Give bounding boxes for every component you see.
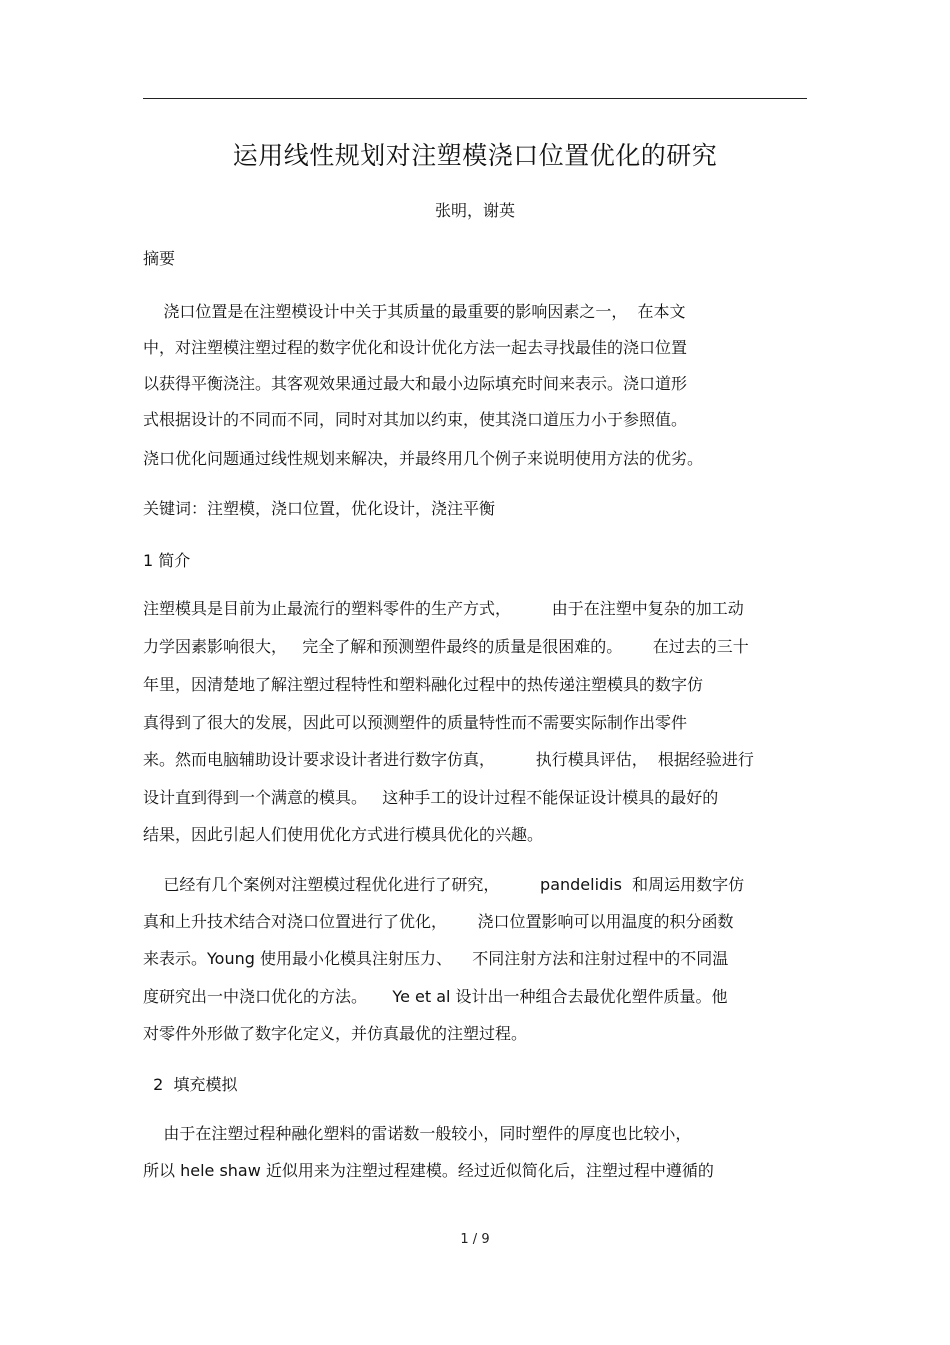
intro-para1-line: 真得到了很大的发展，因此可以预测塑件的质量特性而不需要实际制作出零件 [143, 713, 688, 732]
abstract-line: 式根据设计的不同而不同，同时对其加以约束，使其浇口道压力小于参照值。 [143, 410, 688, 429]
fill-simulation-line: 所以 hele shaw 近似用来为注塑过程建模。经过近似简化后，注塑过程中遵循的 [143, 1161, 714, 1180]
intro-para2-line: 已经有几个案例对注塑模过程优化进行了研究， pandelidis 和周运用数字仿 [143, 875, 745, 894]
intro-para1-line: 来。然而电脑辅助设计要求设计者进行数字仿真， 执行模具评估， 根据经验进行 [143, 750, 754, 769]
intro-para1-line: 注塑模具是目前为止最流行的塑料零件的生产方式， 由于在注塑中复杂的加工动 [143, 599, 744, 618]
section-heading-fill-simulation: 2 填充模拟 [143, 1075, 238, 1094]
paper-authors: 张明，谢英 [434, 201, 515, 220]
header-rule [143, 98, 807, 99]
abstract-line: 浇口位置是在注塑模设计中关于其质量的最重要的影响因素之一， 在本文 [143, 302, 686, 321]
section-heading-intro: 1 简介 [143, 551, 191, 570]
fill-simulation-line: 由于在注塑过程种融化塑料的雷诺数一般较小，同时塑件的厚度也比较小， [143, 1124, 692, 1143]
intro-para2-line: 对零件外形做了数字化定义，并仿真最优的注塑过程。 [143, 1024, 528, 1043]
intro-para2-line: 来表示。Young 使用最小化模具注射压力、 不同注射方法和注射过程中的不同温 [143, 949, 729, 968]
keywords: 关键词：注塑模，浇口位置，优化设计，浇注平衡 [143, 499, 496, 518]
intro-para1-line: 年里，因清楚地了解注塑过程特性和塑料融化过程中的热传递注塑模具的数字仿 [143, 675, 704, 694]
abstract-line: 中，对注塑模注塑过程的数字优化和设计优化方法一起去寻找最佳的浇口位置 [143, 338, 688, 357]
paper-title: 运用线性规划对注塑模浇口位置优化的研究 [232, 141, 718, 170]
intro-para2-line: 度研究出一中浇口优化的方法。 Ye et al 设计出一种组合去最优化塑件质量。他 [143, 987, 728, 1006]
intro-para2-line: 真和上升技术结合对浇口位置进行了优化， 浇口位置影响可以用温度的积分函数 [143, 912, 734, 931]
intro-para1-line: 结果，因此引起人们使用优化方式进行模具优化的兴趣。 [143, 825, 544, 844]
abstract-heading: 摘要 [143, 249, 176, 268]
intro-para1-line: 设计直到得到一个满意的模具。 这种手工的设计过程不能保证设计模具的最好的 [143, 788, 719, 807]
abstract-line: 浇口优化问题通过线性规划来解决，并最终用几个例子来说明使用方法的优劣。 [143, 449, 704, 468]
page-number: 1 / 9 [460, 1232, 490, 1247]
intro-para1-line: 力学因素影响很大， 完全了解和预测塑件最终的质量是很困难的。 在过去的三十 [143, 637, 749, 656]
abstract-line: 以获得平衡浇注。其客观效果通过最大和最小边际填充时间来表示。浇口道形 [143, 374, 688, 393]
